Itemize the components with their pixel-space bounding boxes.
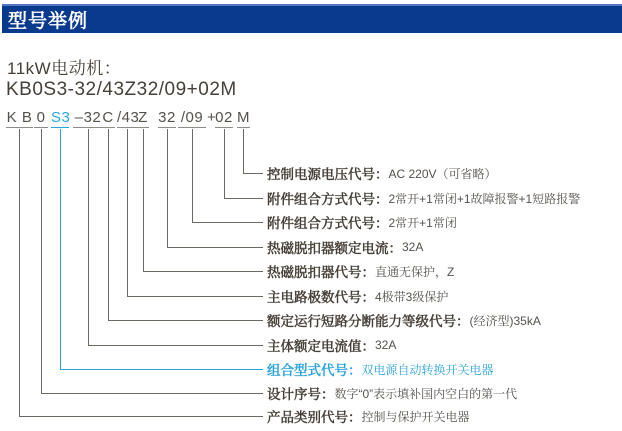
explanation-value: (经济型)35kA xyxy=(469,313,541,328)
explanation-value: 32A xyxy=(402,240,424,254)
section-header-bar xyxy=(2,4,622,33)
explanation-value: 4极带3级保护 xyxy=(375,289,449,304)
connector-hline xyxy=(108,320,263,321)
explanation-text xyxy=(267,261,454,281)
code-segment-kb: K B xyxy=(6,109,33,126)
explanation-value: 2常开+1常闭 xyxy=(388,215,457,230)
explanation-text xyxy=(267,359,494,379)
connector-vline xyxy=(88,129,89,345)
explanation-value: 2常开+1常闭+1故障报警+1短路报警 xyxy=(388,191,581,206)
motor-rating-text: 11kW电动机： xyxy=(7,59,122,78)
connector-hline xyxy=(88,345,263,346)
explanation-label: 主电路极数代号： xyxy=(267,290,375,305)
connector-vline xyxy=(127,129,128,296)
code-segment-02: 02 xyxy=(215,109,233,126)
explanation-value: 直通无保护，Z xyxy=(375,264,455,279)
explanation-label: 热磁脱扣器代号： xyxy=(267,265,375,280)
code-segment-43: /43 xyxy=(117,109,140,126)
explanation-text xyxy=(267,310,541,330)
explanation-label: 设计序号： xyxy=(267,387,335,402)
connector-vline xyxy=(19,129,20,416)
section-title: 型号举例 xyxy=(8,11,89,32)
connector-vline xyxy=(243,129,244,173)
connector-vline xyxy=(108,129,109,320)
model-number-text: KB0S3-32/43Z32/09+02M xyxy=(6,79,237,100)
connector-vline xyxy=(224,129,225,198)
code-segment-09: /09 xyxy=(178,109,206,128)
connector-hline xyxy=(192,222,263,223)
code-segment-m: M xyxy=(237,109,250,126)
explanation-value: 控制与保护开关电器 xyxy=(361,409,470,424)
connector-vline xyxy=(60,129,61,369)
code-segment-32b: 32 xyxy=(158,109,176,126)
explanation-text xyxy=(267,188,580,208)
explanation-text xyxy=(267,237,423,257)
explanation-text xyxy=(267,383,517,403)
code-segment-z: Z xyxy=(138,109,148,126)
explanation-text xyxy=(267,335,396,355)
connector-vline xyxy=(41,129,42,393)
explanation-label: 产品类别代号： xyxy=(267,410,362,425)
explanation-text xyxy=(267,286,448,306)
connector-hline xyxy=(41,393,263,394)
explanation-value: 双电源自动转换开关电器 xyxy=(361,362,494,377)
explanation-label: 控制电源电压代号： xyxy=(267,167,389,182)
explanation-value: AC 220V（可省略） xyxy=(388,166,497,181)
connector-vline xyxy=(143,129,144,271)
connector-hline xyxy=(143,271,263,272)
explanation-label: 附件组合方式代号： xyxy=(267,192,389,207)
explanation-label: 组合型式代号： xyxy=(267,363,362,378)
connector-hline xyxy=(167,247,263,248)
connector-hline xyxy=(243,173,263,174)
code-segment-c: C xyxy=(102,109,114,126)
explanation-label: 附件组合方式代号： xyxy=(267,216,389,231)
explanation-label: 主体额定电流值： xyxy=(267,339,375,354)
code-segment-0: 0 xyxy=(34,109,48,128)
explanation-value: 数字“0”表示填补国内空白的第一代 xyxy=(334,386,518,401)
explanation-label: 热磁脱扣器额定电流： xyxy=(267,241,402,256)
code-segment-s3: S3 xyxy=(51,109,71,126)
connector-vline xyxy=(167,129,168,247)
code-segment-plus: + xyxy=(207,109,216,126)
connector-hline xyxy=(19,416,263,417)
explanation-text xyxy=(267,163,497,183)
connector-vline xyxy=(192,129,193,222)
explanation-text xyxy=(267,406,470,426)
connector-hline xyxy=(224,198,263,199)
code-segment-32: –32 xyxy=(74,109,102,126)
explanation-text xyxy=(267,212,457,232)
explanation-value: 32A xyxy=(375,338,397,352)
connector-hline xyxy=(127,296,263,297)
explanation-label: 额定运行短路分断能力等级代号： xyxy=(267,314,470,329)
connector-hline xyxy=(60,369,263,370)
